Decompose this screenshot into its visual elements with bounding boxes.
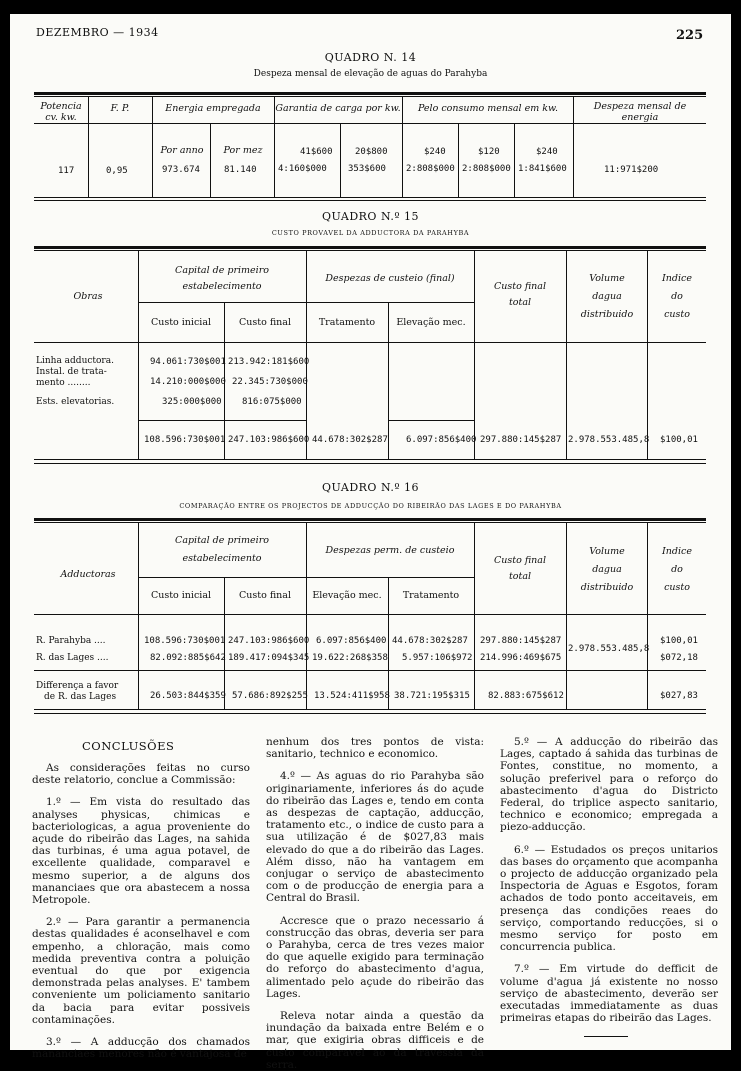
q14-consumo-c2: 1:841$600	[518, 164, 567, 174]
q16-h-capital: Capital de primeiro	[175, 535, 269, 546]
q15-h-volume-2: dagua	[592, 291, 622, 302]
q16-h-custo-total-2: total	[508, 571, 532, 582]
q16-h-adductoras: Adductoras	[60, 569, 116, 580]
conclusion-paragraph: 2.º — Para garantir a permanencia destas qualidades é aconselhavel e com empenho, a chloração, mais como medida preventiva contra a poluição eventual do que por exigencia demonstrada pelas analyses. E' tambem conveniente um policiamento sanitario da bacia para evitar possiveis contaminações.	[32, 916, 250, 1026]
q15-h-custo-inicial: Custo inicial	[150, 317, 212, 328]
conclusion-paragraph: 4.º — As aguas do rio Parahyba são originariamente, inferiores ás do açude do ribeirão das Lages e, tendo em conta as despezas de captação, adducção, tratamento etc., o indice de custo para a sua utilização é de $027,83 mais elevado do que a do ribeirão das Lages. Além disso, não ha vantagem em conjugar o serviço de abastecimento com o de producção de energia para a Central do Brasil.	[266, 770, 484, 905]
conclusion-paragraph: 3.º — A adducção dos chamados mananciaes menores não é vantajosa de	[32, 1036, 250, 1061]
q16-h-capital-2: estabelecimento	[182, 553, 262, 564]
q15-h-volume: Volume	[589, 273, 625, 284]
end-rule	[584, 1036, 628, 1037]
conclusion-paragraph: nenhum dos tres pontos de vista: sanitario, technico e economico.	[266, 736, 484, 761]
q14-fp: 0,95	[106, 166, 128, 176]
q16-row-tratamento: 44.678:302$287	[392, 636, 468, 646]
q15-h-capital-2: estabelecimento	[182, 281, 262, 292]
q14-garantia-b2: 353$600	[348, 164, 386, 174]
q15-h-despezas: Despezas de custeio (final)	[325, 273, 455, 284]
q14-h-por-anno: Por anno	[160, 145, 204, 156]
q15-h-tratamento: Tratamento	[318, 317, 376, 328]
q15-row-label-2: mento ........	[36, 378, 91, 388]
conclusions-column-1	[32, 762, 250, 1060]
q16-diff-label-2: de R. das Lages	[44, 692, 117, 702]
q14-h-potencia: Potencia	[40, 101, 82, 112]
q16-h-custo-total: Custo final	[494, 555, 546, 566]
q16-h-indice-2: do	[671, 564, 683, 575]
q16-row-final: 247.103:986$600	[228, 636, 310, 646]
q16-h-despezas: Despezas perm. de custeio	[325, 545, 455, 556]
q15-h-obras: Obras	[73, 291, 103, 302]
q16-volume: 2.978.553.485,8	[568, 644, 650, 654]
conclusion-paragraph: Accresce que o prazo necessario á construcção das obras, deveria ser para o Parahyba, cerca de tres vezes maior do que aquelle exigido para terminação do reforço do abastecimento d'agua, alimentado pelo açude do ribeirão das Lages.	[266, 914, 484, 1000]
q14-h-por-mez: Por mez	[223, 145, 263, 156]
q15-total-elevacao: 6.097:856$400	[406, 435, 477, 445]
q16-row-tratamento: 5.957:106$972	[402, 653, 473, 663]
q16-row-indice: $072,18	[660, 653, 698, 663]
q15-h-custo-total-2: total	[508, 297, 532, 308]
page-number: 225	[676, 28, 704, 43]
q15-subtitle: CUSTO PROVAVEL DA ADDUCTORA DA PARAHYBA	[271, 229, 470, 237]
conclusion-paragraph: 6.º — Estudados os preços unitarios das bases do orçamento que acompanha o projecto de adducção organizado pela Inspectoria de Aguas e Esgotos, foram achados de todo ponto acceitaveis, em presença das condições reaes do serviço, comportando reducções, si o mesmo serviço for posto em concurrencia publica.	[500, 843, 718, 954]
q16-h-volume-3: distribuido	[580, 582, 634, 593]
q14-por-anno: 973.674	[162, 165, 200, 175]
q15-total-indice: $100,01	[660, 435, 698, 445]
q16-diff-final: 57.686:892$255	[232, 691, 308, 701]
q15-total-inicial: 108.596:730$001	[144, 435, 226, 445]
conclusions-column-3	[500, 736, 718, 1037]
q16-h-volume: Volume	[589, 546, 625, 557]
q16-diff-indice: $027,83	[660, 691, 698, 701]
conclusion-paragraph: Releva notar ainda a questão da inundação da baixada entre Belém e o mar, que exigiria obras difficeis e de custo comparavel ao da travessia da serra.	[266, 1010, 484, 1071]
q14-h-energia: Energia empregada	[165, 103, 261, 114]
q14-consumo-b2: 2:808$000	[462, 164, 511, 174]
q16-h-volume-2: dagua	[592, 564, 622, 575]
q14-consumo-c1: $240	[536, 147, 558, 157]
q15-h-custo-total: Custo final	[494, 281, 546, 292]
q15-total-tratamento: 44.678:302$287	[312, 435, 388, 445]
q16-h-custo-inicial: Custo inicial	[150, 590, 212, 601]
q16-diff-tratamento: 38.721:195$315	[394, 691, 470, 701]
q14-garantia-a2: 4:160$000	[278, 164, 327, 174]
q16-row-inicial: 108.596:730$001	[144, 636, 226, 646]
q14-h-despeza-2: energia	[621, 112, 659, 123]
q16-h-tratamento: Tratamento	[402, 590, 460, 601]
q15-h-elevacao: Elevação mec.	[396, 317, 466, 328]
running-header: DEZEMBRO — 1934	[36, 26, 159, 39]
q16-subtitle: COMPARAÇÃO ENTRE OS PROJECTOS DE ADDUCÇÃO DO RIBEIRÃO DAS LAGES E DO PARAHYBA	[179, 502, 562, 510]
q16-row-label: R. Parahyba ....	[36, 636, 106, 646]
q15-total-volume: 2.978.553.485,8	[568, 435, 650, 445]
q16-row-final: 189.417:094$345	[228, 653, 310, 663]
q15-h-indice-2: do	[671, 291, 683, 302]
q15-h-indice-3: custo	[664, 309, 690, 320]
q15-h-volume-3: distribuido	[580, 309, 634, 320]
q16-row-total: 297.880:145$287	[480, 636, 562, 646]
q15-row-label: Ests. elevatorias.	[36, 397, 115, 407]
conclusion-paragraph: As considerações feitas no curso deste relatorio, conclue a Commissão:	[32, 762, 250, 787]
q14-h-fp: F. P.	[110, 103, 130, 114]
q14-potencia: 117	[58, 166, 75, 176]
q15-total-custo: 297.880:145$287	[480, 435, 562, 445]
conclusion-paragraph: 5.º — A adducção do ribeirão das Lages, captado á sahida das turbinas de Fontes, constitue, no momento, a solução preferivel para o reforço do abastecimento d'agua do Districto Federal, do triplice aspecto sanitario, technico e economico; empregada a piezo-adducção.	[500, 736, 718, 834]
q15-total-final: 247.103:986$600	[228, 435, 310, 445]
q14-consumo-a2: 2:808$000	[406, 164, 455, 174]
q14-subtitle: Despeza mensal de elevação de aguas do Parahyba	[253, 69, 488, 79]
q15-row-label: Instal. de trata-	[36, 367, 107, 377]
q16-title: QUADRO N.º 16	[321, 481, 420, 494]
q14-despeza: 11:971$200	[604, 165, 659, 175]
q15-title: QUADRO N.º 15	[321, 210, 420, 223]
q16-diff-elevacao: 13.524:411$958	[314, 691, 390, 701]
q16-h-elevacao: Elevação mec.	[312, 590, 382, 601]
q15-row-final: 22.345:730$000	[232, 377, 308, 387]
q16-row-total: 214.996:469$675	[480, 653, 562, 663]
q16-row-elevacao: 6.097:856$400	[316, 636, 387, 646]
q14-h-despeza: Despeza mensal de	[593, 101, 687, 112]
q15-row-label: Linha adductora.	[36, 356, 114, 366]
q14-title: QUADRO N. 14	[324, 51, 417, 64]
q16-diff-label: Differença a favor	[36, 681, 119, 691]
q16-h-custo-final: Custo final	[239, 590, 291, 601]
q14-por-mez: 81.140	[224, 165, 257, 175]
conclusion-paragraph: 1.º — Em vista do resultado das analyses physicas, chimicas e bacteriologicas, a agua proveniente do açude do ribeirão das Lages, na sahida das turbinas, é uma agua potavel, de excellente qualidade, comparavel e mesmo superior, a de alguns dos mananciaes que ora abastecem a nossa Metropole.	[32, 796, 250, 907]
q15-h-indice: Indice	[662, 273, 692, 284]
q14-h-garantia: Garantia de carga por kw.	[275, 103, 401, 114]
q14-h-consumo: Pelo consumo mensal em kw.	[417, 103, 559, 114]
q16-diff-total: 82.883:675$612	[488, 691, 564, 701]
q15-row-inicial: 94.061:730$001	[150, 357, 226, 367]
q15-h-capital: Capital de primeiro	[175, 265, 269, 276]
q16-h-indice: Indice	[662, 546, 692, 557]
q14-consumo-b1: $120	[478, 147, 500, 157]
q16-row-label: R. das Lages ....	[36, 653, 109, 663]
document-page	[10, 14, 731, 1071]
q14-consumo-a1: $240	[424, 147, 446, 157]
q14-garantia-b1: 20$800	[355, 147, 388, 157]
conclusions-column-2	[266, 736, 484, 1071]
q16-row-indice: $100,01	[660, 636, 698, 646]
q15-h-custo-final: Custo final	[239, 317, 291, 328]
q16-h-indice-3: custo	[664, 582, 690, 593]
q16-diff-inicial: 26.503:844$359	[150, 691, 226, 701]
q15-row-inicial: 325:000$000	[162, 397, 222, 407]
q15-row-final: 816:075$000	[242, 397, 302, 407]
conclusion-paragraph: 7.º — Em virtude do defficit de volume d'agua já existente no nosso serviço de abastecimento, deverão ser executadas immediatamente as duas primeiras etapas do ribeirão das Lages.	[500, 963, 718, 1025]
conclusions-title: CONCLUSÕES	[82, 739, 175, 753]
q14-h-potencia-unit: cv. kw.	[45, 112, 77, 123]
q16-row-inicial: 82.092:885$642	[150, 653, 226, 663]
q16-row-elevacao: 19.622:268$358	[312, 653, 388, 663]
q15-row-inicial: 14.210:000$000	[150, 377, 226, 387]
q15-row-final: 213.942:181$600	[228, 357, 310, 367]
q14-garantia-a1: 41$600	[300, 147, 333, 157]
